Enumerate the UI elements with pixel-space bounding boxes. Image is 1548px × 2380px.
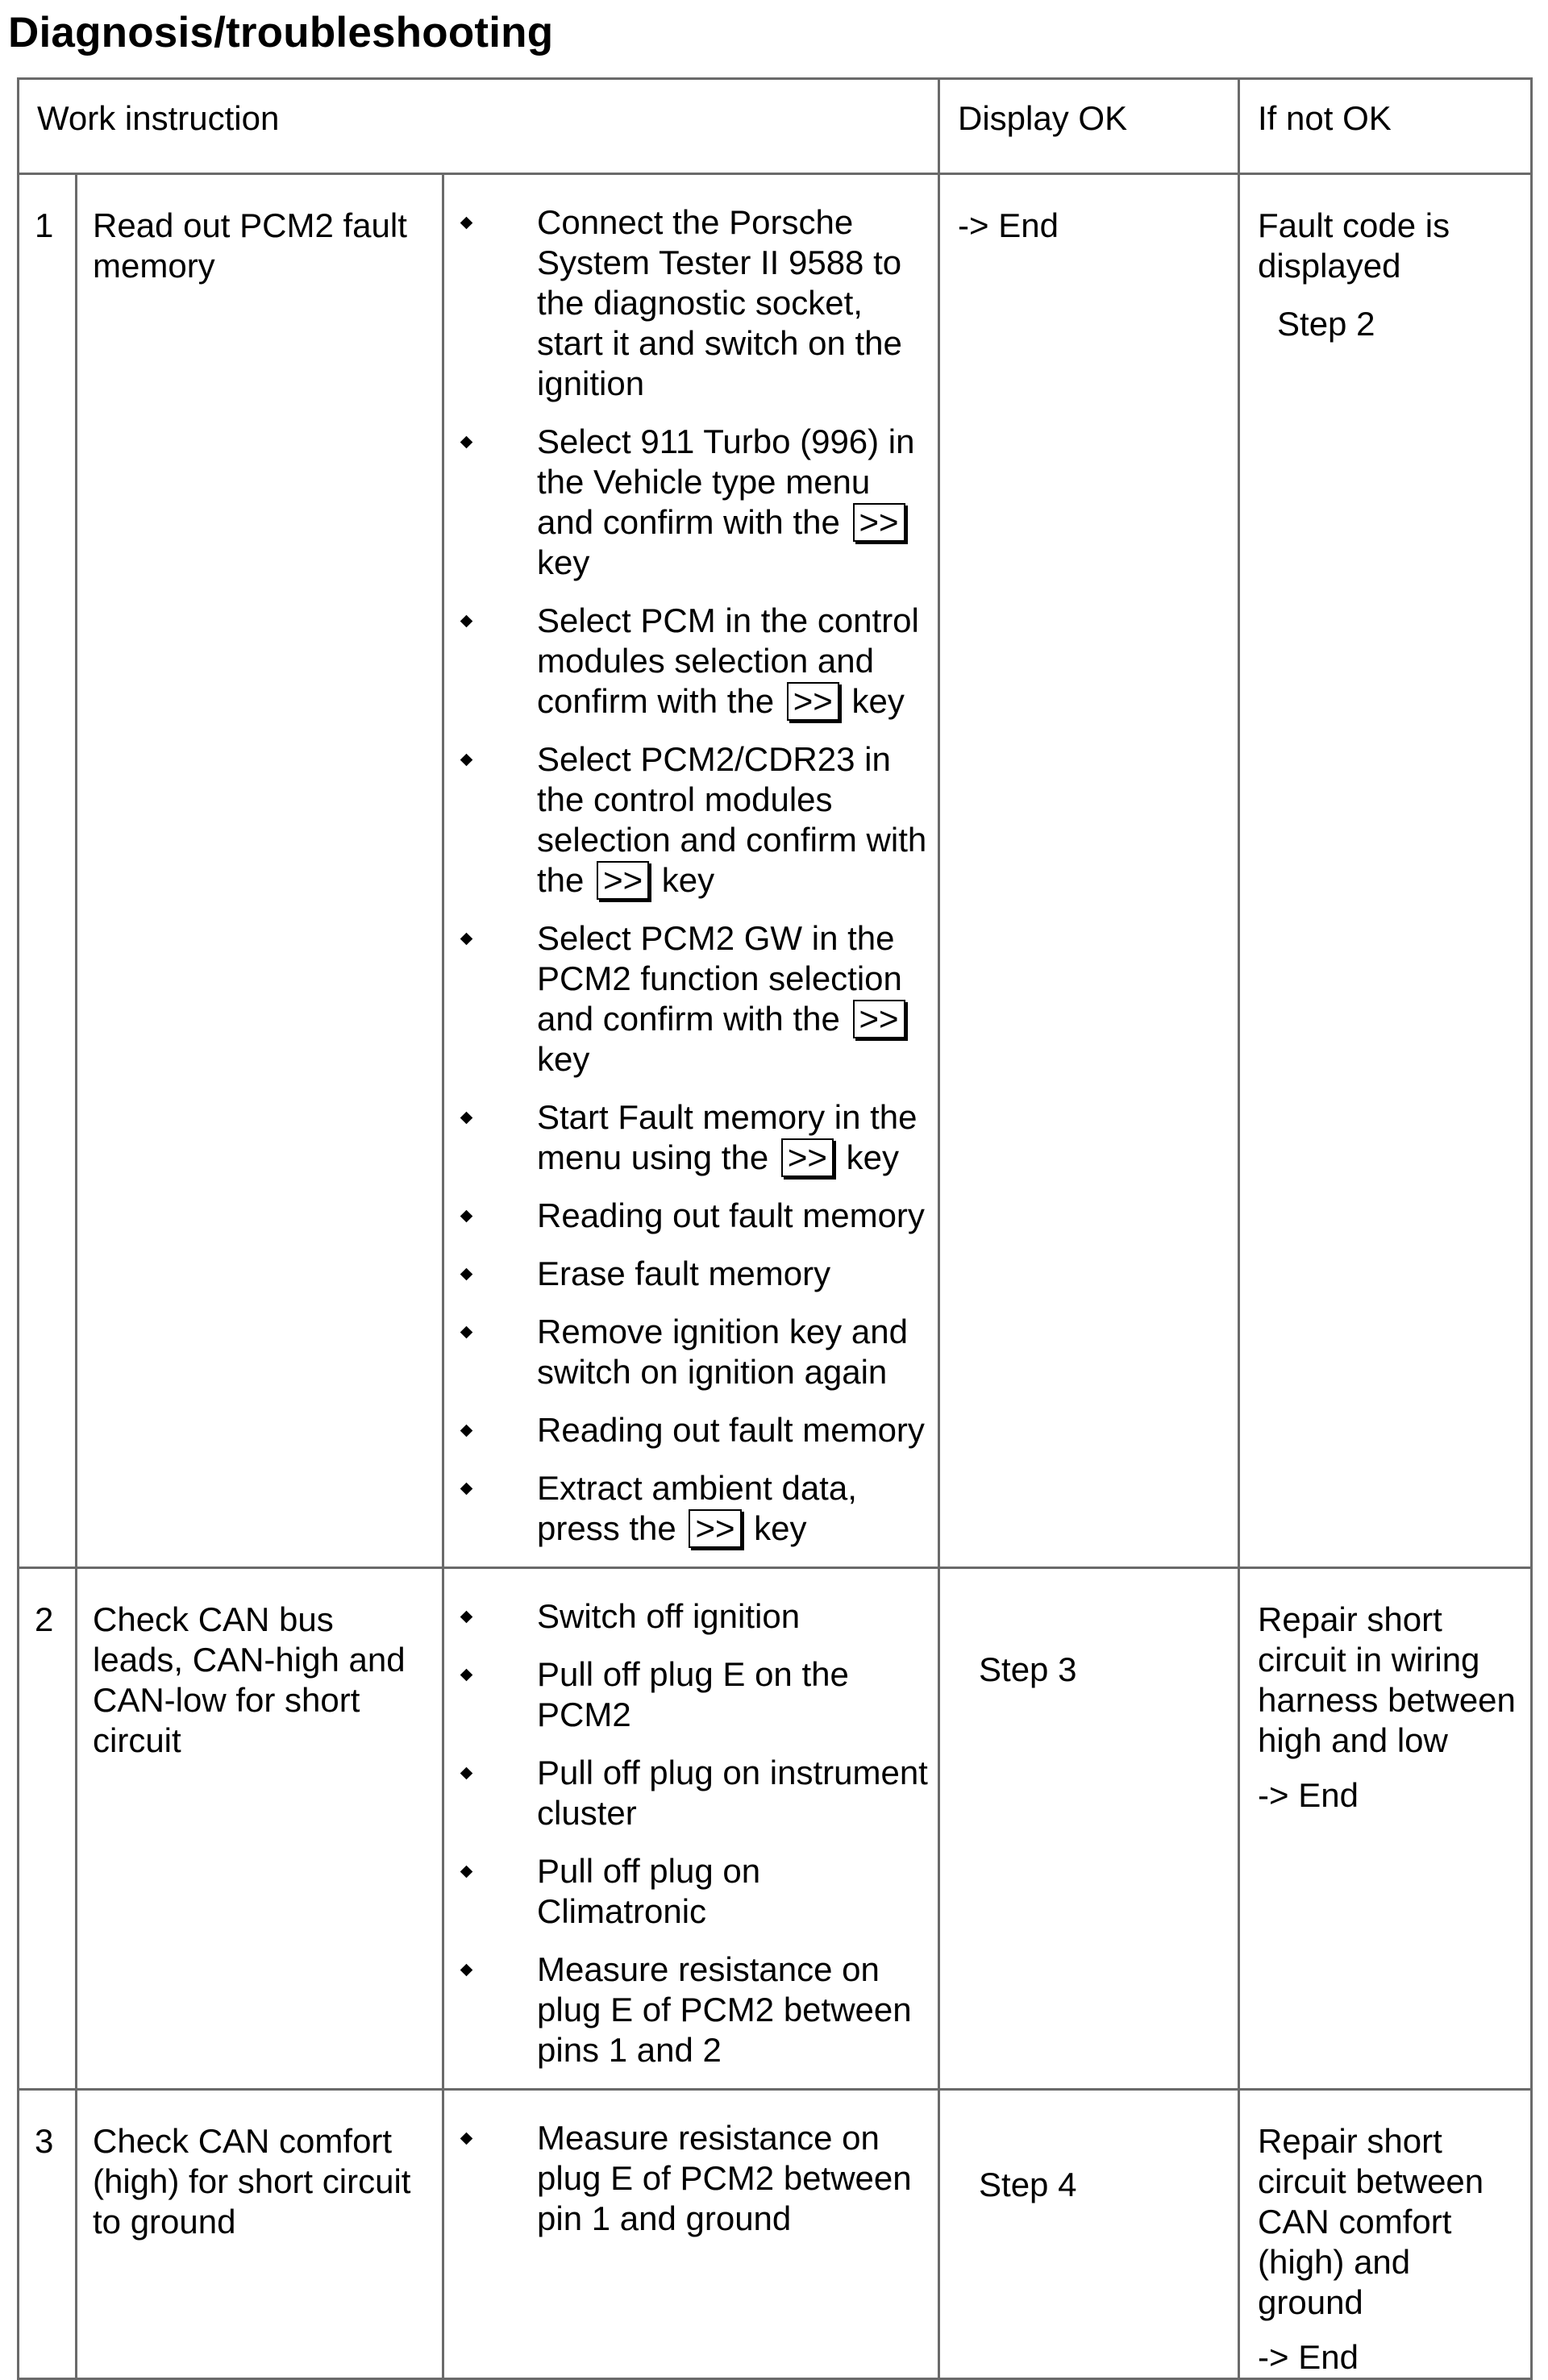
diamond-bullet-icon [460,933,473,946]
display-ok-step: Step 3 [979,1650,1077,1688]
instruction-item: Select PCM2/CDR23 in the control modules selection and confirm with the >> key [444,739,930,901]
instruction-item: Connect the Porsche System Tester II 9588 to the diagnostic socket, start it and switch on the ignition [444,202,930,404]
header-display-ok: Display OK [939,79,1239,174]
diamond-bullet-icon [460,2132,473,2145]
instruction-item: Select PCM2 GW in the PCM2 function selection and confirm with the >> key [444,918,930,1080]
instruction-item: Pull off plug E on the PCM2 [444,1654,930,1735]
key-button-icon: >> [853,1000,905,1038]
display-ok-value [939,1568,1239,2090]
instruction-item: Reading out fault memory [444,1196,930,1236]
step-instructions [443,1568,939,2090]
step-task: Check CAN comfort (high) for short circuit to ground [77,2090,443,2379]
instruction-item: Erase fault memory [444,1254,930,1294]
step-number: 3 [19,2090,77,2379]
instruction-item: Select PCM in the control modules selection and confirm with the >> key [444,601,930,722]
step-number: 1 [19,174,77,1568]
troubleshooting-table [17,77,1533,2380]
instruction-item: Reading out fault memory [444,1410,930,1450]
if-not-ok-value [1239,1568,1532,2090]
not-ok-end: -> End [1258,2338,1359,2376]
instruction-item: Extract ambient data, press the >> key [444,1468,930,1549]
key-button-icon: >> [853,503,905,542]
not-ok-text: Repair short circuit in wiring harness between high and low [1258,1600,1516,1759]
not-ok-end: -> End [1258,1776,1359,1814]
table-row [19,174,1532,1568]
instruction-item: Remove ignition key and switch on ignition again [444,1312,930,1392]
step-task: Read out PCM2 fault memory [77,174,443,1568]
key-button-icon: >> [689,1509,741,1548]
step-task: Check CAN bus leads, CAN-high and CAN-low for short circuit [77,1568,443,2090]
not-ok-text: Fault code is displayed [1258,206,1450,285]
not-ok-step: Step 2 [1277,305,1375,343]
diamond-bullet-icon [460,1964,473,1977]
if-not-ok-value [1239,174,1532,1568]
display-ok-value: -> End [939,174,1239,1568]
table-row [19,1568,1532,2090]
header-if-not-ok: If not OK [1239,79,1532,174]
display-ok-step: Step 4 [979,2166,1077,2203]
key-button-icon: >> [781,1138,834,1177]
header-work-instruction: Work instruction [19,79,939,174]
diamond-bullet-icon [460,217,473,230]
instruction-item: Measure resistance on plug E of PCM2 between pins 1 and 2 [444,1949,930,2070]
diamond-bullet-icon [460,615,473,628]
instruction-item: Pull off plug on instrument cluster [444,1753,930,1833]
step-instructions [443,174,939,1568]
diamond-bullet-icon [460,1425,473,1438]
instruction-item: Start Fault memory in the menu using the >> key [444,1097,930,1178]
step-number: 2 [19,1568,77,2090]
diamond-bullet-icon [460,436,473,449]
diamond-bullet-icon [460,1210,473,1223]
diamond-bullet-icon [460,1767,473,1780]
table-header-row [19,79,1532,174]
key-button-icon: >> [597,861,649,900]
instruction-item: Pull off plug on Climatronic [444,1851,930,1932]
instruction-item: Select 911 Turbo (996) in the Vehicle type menu and confirm with the >> key [444,422,930,583]
key-button-icon: >> [787,682,839,721]
instruction-item: Measure resistance on plug E of PCM2 between pin 1 and ground [444,2118,930,2239]
diamond-bullet-icon [460,1112,473,1125]
not-ok-text: Repair short circuit between CAN comfort (high) and ground [1258,2122,1484,2321]
step-instructions [443,2090,939,2379]
diamond-bullet-icon [460,1611,473,1624]
table-row [19,2090,1532,2379]
page-title: Diagnosis/troubleshooting [8,9,554,56]
diamond-bullet-icon [460,1669,473,1682]
diamond-bullet-icon [460,754,473,767]
diamond-bullet-icon [460,1326,473,1339]
diamond-bullet-icon [460,1866,473,1879]
diamond-bullet-icon [460,1483,473,1496]
diamond-bullet-icon [460,1268,473,1281]
if-not-ok-value [1239,2090,1532,2379]
instruction-item: Switch off ignition [444,1596,930,1637]
display-ok-value [939,2090,1239,2379]
